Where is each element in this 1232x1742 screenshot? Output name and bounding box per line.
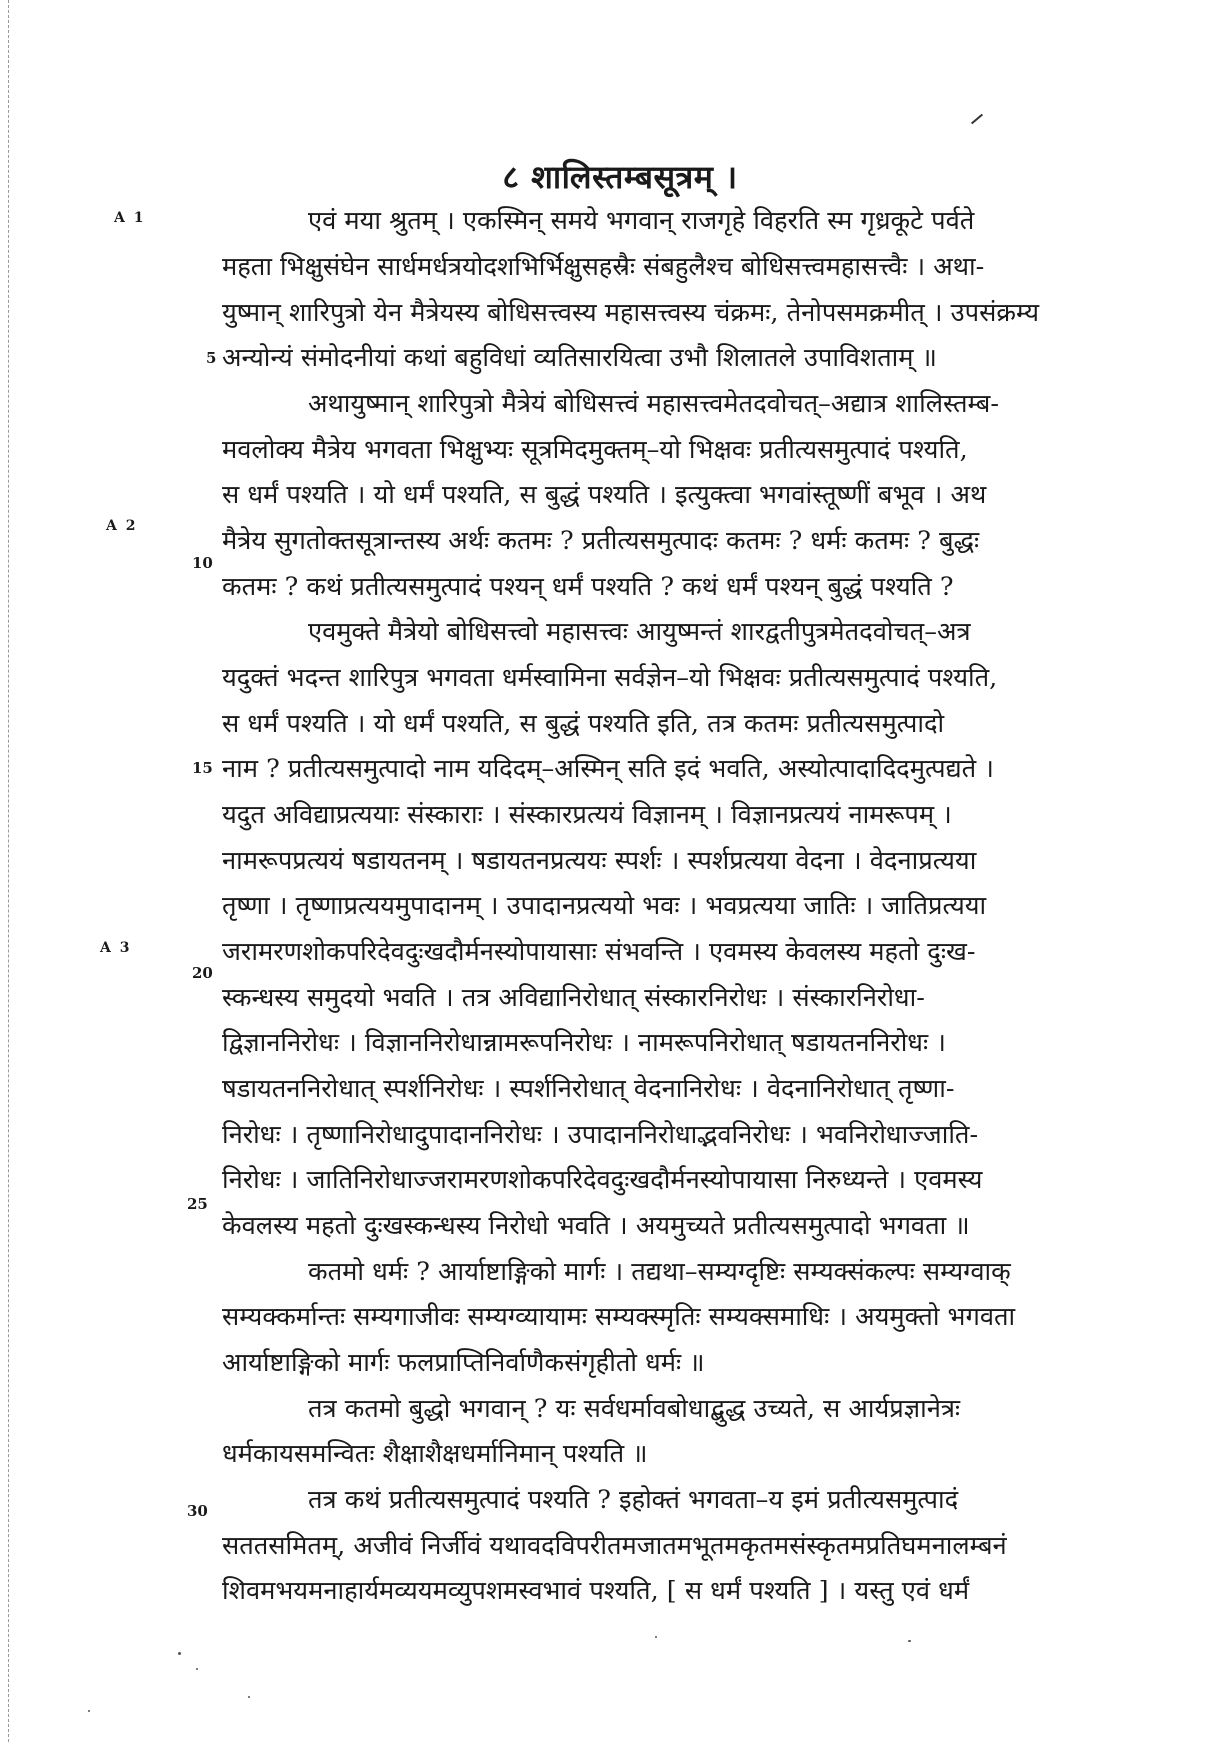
line-number-15: 15 — [192, 759, 213, 777]
text-line: युष्मान् शारिपुत्रो येन मैत्रेयस्य बोधिसत्त्वस्य महासत्त्वस्य चंक्रमः, तेनोपसमक्रमीत् । उपसंक्रम्य — [222, 298, 1040, 328]
line-number-10: 10 — [192, 554, 213, 572]
scan-speck — [88, 1710, 90, 1712]
text-line: शिवमभयमनाहार्यमव्ययमव्युपशमस्वभावं पश्यति, [ स धर्मं पश्यति ] । यस्तु एवं धर्मं — [222, 1576, 970, 1606]
text-line: निरोधः । जातिनिरोधाज्जरामरणशोकपरिदेवदुःखदौर्मनस्योपायासा निरुध्यन्ते । एवमस्य — [222, 1165, 983, 1195]
text-line: आर्याष्टाङ्गिको मार्गः फलप्राप्तिनिर्वाणैकसंगृहीतो धर्मः ॥ — [222, 1348, 705, 1378]
text-line: अन्योन्यं संमोदनीयां कथां बहुविधां व्यतिसारयित्वा उभौ शिलातले उपाविशताम् ॥ — [222, 343, 937, 373]
line-number-5: 5 — [206, 349, 217, 367]
text-line: मवलोक्य मैत्रेय भगवता भिक्षुभ्यः सूत्रमिदमुक्तम्–यो भिक्षवः प्रतीत्यसमुत्पादं पश्यति, — [222, 435, 968, 465]
stray-pen-mark — [971, 114, 983, 125]
scan-speck — [248, 1696, 250, 1698]
margin-marker-a3: A 3 — [100, 940, 132, 956]
text-line: सम्यक्कर्मान्तः सम्यगाजीवः सम्यग्व्यायामः सम्यक्स्मृतिः सम्यक्समाधिः । अयमुक्तो भगवता — [222, 1302, 1016, 1332]
margin-marker-a1: A 1 — [114, 210, 146, 226]
text-line: निरोधः । तृष्णानिरोधादुपादाननिरोधः । उपादाननिरोधाद्भवनिरोधः । भवनिरोधाज्जाति- — [222, 1120, 979, 1150]
text-line: द्विज्ञाननिरोधः । विज्ञाननिरोधान्नामरूपनिरोधः । नामरूपनिरोधात् षडायतननिरोधः । — [222, 1028, 946, 1058]
scan-speck — [908, 1640, 911, 1642]
page-title: ८ शालिस्तम्बसूत्रम् । — [502, 158, 738, 196]
text-line: जरामरणशोकपरिदेवदुःखदौर्मनस्योपायासाः संभवन्ति । एवमस्य केवलस्य महतो दुःख- — [222, 937, 976, 967]
text-line: कतमः ? कथं प्रतीत्यसमुत्पादं पश्यन् धर्मं पश्यति ? कथं धर्मं पश्यन् बुद्धं पश्यति ? — [222, 572, 954, 602]
text-line: एवं मया श्रुतम् । एकस्मिन् समये भगवान् राजगृहे विहरति स्म गृध्रकूटे पर्वते — [308, 206, 975, 236]
scan-speck — [178, 1652, 181, 1655]
text-line: स धर्मं पश्यति । यो धर्मं पश्यति, स बुद्धं पश्यति । इत्युक्त्वा भगवांस्तूष्णीं बभूव । अथ — [222, 480, 987, 510]
text-line: अथायुष्मान् शारिपुत्रो मैत्रेयं बोधिसत्त्वं महासत्त्वमेतदवोचत्–अद्यात्र शालिस्तम्ब- — [308, 389, 999, 419]
text-line: स धर्मं पश्यति । यो धर्मं पश्यति, स बुद्धं पश्यति इति, तत्र कतमः प्रतीत्यसमुत्पादो — [222, 709, 945, 739]
text-line: नामरूपप्रत्ययं षडायतनम् । षडायतनप्रत्ययः स्पर्शः । स्पर्शप्रत्यया वेदना । वेदनाप्रत्यया — [222, 846, 977, 876]
scan-speck — [655, 1636, 657, 1638]
text-line: तत्र कतमो बुद्धो भगवान् ? यः सर्वधर्मावबोधाद्बुद्ध उच्यते, स आर्यप्रज्ञानेत्रः — [308, 1394, 961, 1424]
text-line: स्कन्धस्य समुदयो भवति । तत्र अविद्यानिरोधात् संस्कारनिरोधः । संस्कारनिरोधा- — [222, 983, 925, 1013]
text-line: एवमुक्ते मैत्रेयो बोधिसत्त्वो महासत्त्वः आयुष्मन्तं शारद्वतीपुत्रमेतदवोचत्–अत्र — [308, 617, 971, 647]
line-number-25: 25 — [187, 1195, 208, 1213]
text-line: मैत्रेय सुगतोक्तसूत्रान्तस्य अर्थः कतमः ? प्रतीत्यसमुत्पादः कतमः ? धर्मः कतमः ? बुद्धः — [222, 526, 980, 556]
scan-speck — [196, 1668, 198, 1670]
text-line: महता भिक्षुसंघेन सार्धमर्धत्रयोदशभिर्भिक्षुसहस्रैः संबहुलैश्च बोधिसत्त्वमहासत्त्वैः । अथा- — [222, 252, 985, 282]
text-line: कतमो धर्मः ? आर्याष्टाङ्गिको मार्गः । तद्यथा–सम्यग्दृष्टिः सम्यक्संकल्पः सम्यग्वाक् — [308, 1257, 1011, 1287]
text-line: नाम ? प्रतीत्यसमुत्पादो नाम यदिदम्–अस्मिन् सति इदं भवति, अस्योत्पादादिदमुत्पद्यते । — [222, 754, 994, 784]
line-number-20: 20 — [192, 964, 213, 982]
text-line: सततसमितम्, अजीवं निर्जीवं यथावदविपरीतमजातमभूतमकृतमसंस्कृतमप्रतिघमनालम्बनं — [222, 1531, 1007, 1561]
binding-edge-line — [8, 0, 9, 1742]
text-line: तृष्णा । तृष्णाप्रत्ययमुपादानम् । उपादानप्रत्ययो भवः । भवप्रत्यया जातिः । जातिप्रत्यया — [222, 891, 987, 921]
line-number-30: 30 — [187, 1502, 208, 1520]
text-line: तत्र कथं प्रतीत्यसमुत्पादं पश्यति ? इहोक्तं भगवता–य इमं प्रतीत्यसमुत्पादं — [308, 1485, 959, 1515]
margin-marker-a2: A 2 — [106, 518, 138, 534]
text-line: षडायतननिरोधात् स्पर्शनिरोधः । स्पर्शनिरोधात् वेदनानिरोधः । वेदनानिरोधात् तृष्णा- — [222, 1074, 955, 1104]
text-line: यदुत अविद्याप्रत्ययाः संस्काराः । संस्कारप्रत्ययं विज्ञानम् । विज्ञानप्रत्ययं नामरूपम् । — [222, 800, 952, 830]
text-line: यदुक्तं भदन्त शारिपुत्र भगवता धर्मस्वामिना सर्वज्ञेन–यो भिक्षवः प्रतीत्यसमुत्पादं पश्यति, — [222, 663, 998, 693]
text-line: केवलस्य महतो दुःखस्कन्धस्य निरोधो भवति । अयमुच्यते प्रतीत्यसमुत्पादो भगवता ॥ — [222, 1211, 970, 1241]
text-line: धर्मकायसमन्वितः शैक्षाशैक्षधर्मानिमान् पश्यति ॥ — [222, 1439, 648, 1469]
